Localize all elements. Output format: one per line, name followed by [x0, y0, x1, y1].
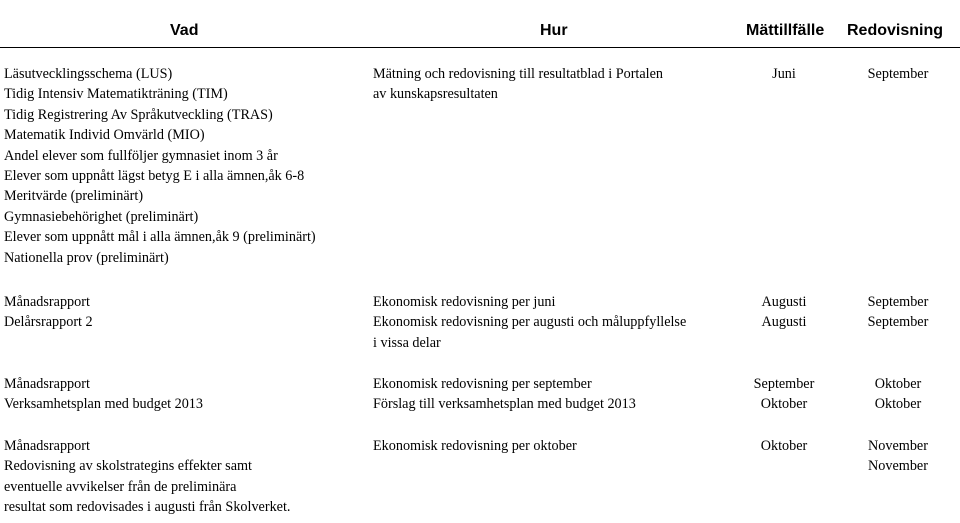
vad-line: eventuelle avvikelser från de preliminära [4, 478, 237, 495]
vad-line: Meritvärde (preliminärt) [4, 188, 144, 205]
mattillfalle-line: Juni [772, 66, 796, 82]
hur-line: Ekonomisk redovisning per juni [373, 294, 556, 310]
cell-mattillfalle [730, 374, 838, 415]
vad-line: Tidig Intensiv Matematikträning (TIM) [4, 86, 228, 103]
hur-line: Ekonomisk redovisning per september [373, 376, 592, 392]
redovisning-line: November [868, 438, 928, 454]
vad-line: Delårsrapport 2 [4, 314, 93, 331]
vad-line: Läsutvecklingsschema (LUS) [4, 66, 173, 82]
header-hur: Hur [540, 22, 568, 39]
header-redovisning: Redovisning [847, 22, 944, 39]
redovisning-line: Oktober [874, 396, 922, 413]
vad-line: Redovisning av skolstrategins effekter samt [4, 458, 252, 475]
cell-hur [373, 64, 663, 105]
vad-line: Andel elever som fullföljer gymnasiet inom 3 år [4, 147, 278, 164]
cell-redovisning [840, 436, 956, 477]
mattillfalle-line: Augusti [761, 314, 807, 331]
mattillfalle-line: Oktober [760, 396, 808, 413]
redovisning-line: September [867, 66, 929, 82]
header-vad: Vad [170, 22, 199, 39]
cell-redovisning [840, 292, 956, 333]
cell-mattillfalle [730, 436, 838, 456]
cell-hur [373, 374, 636, 415]
cell-vad [4, 64, 316, 268]
cell-hur [373, 292, 686, 353]
vad-line: Elever som uppnått lägst betyg E i alla ämnen,åk 6-8 [4, 167, 305, 184]
cell-mattillfalle [730, 292, 838, 333]
redovisning-line: September [867, 314, 929, 331]
mattillfalle-line: Augusti [761, 294, 807, 310]
hur-line: Ekonomisk redovisning per oktober [373, 438, 577, 454]
vad-line: Gymnasiebehörighet (preliminärt) [4, 208, 199, 225]
vad-line: Matematik Individ Omvärld (MIO) [4, 127, 205, 144]
vad-line: Månadsrapport [4, 376, 90, 392]
mattillfalle-line: Oktober [760, 438, 808, 454]
cell-mattillfalle [730, 64, 838, 84]
vad-line: Elever som uppnått mål i alla ämnen,åk 9 (preliminärt) [4, 229, 316, 246]
cell-vad [4, 436, 290, 518]
hur-line: Förslag till verksamhetsplan med budget 2013 [373, 396, 636, 413]
vad-line: Månadsrapport [4, 438, 90, 454]
table-header [0, 0, 960, 60]
hur-line: Ekonomisk redovisning per augusti och måluppfyllelse [373, 314, 687, 331]
vad-line: Månadsrapport [4, 294, 90, 310]
vad-line: Tidig Registrering Av Språkutveckling (TRAS) [4, 106, 273, 123]
hur-line: Mätning och redovisning till resultatblad i Portalen [373, 66, 664, 82]
cell-redovisning [840, 64, 956, 84]
cell-redovisning [840, 374, 956, 415]
vad-line: Verksamhetsplan med budget 2013 [4, 396, 203, 413]
vad-line: Nationella prov (preliminärt) [4, 249, 169, 266]
vad-line: resultat som redovisades i augusti från Skolverket. [4, 499, 291, 516]
header-mattillfalle: Mättillfälle [746, 22, 825, 39]
mattillfalle-line: September [753, 376, 815, 392]
hur-line: av kunskapsresultaten [373, 86, 498, 103]
cell-vad [4, 374, 203, 415]
header-divider [0, 47, 960, 48]
redovisning-line: Oktober [874, 376, 922, 392]
cell-vad [4, 292, 93, 333]
redovisning-line: November [868, 458, 928, 475]
redovisning-line: September [867, 294, 929, 310]
cell-hur [373, 436, 577, 456]
hur-line: i vissa delar [373, 334, 441, 351]
